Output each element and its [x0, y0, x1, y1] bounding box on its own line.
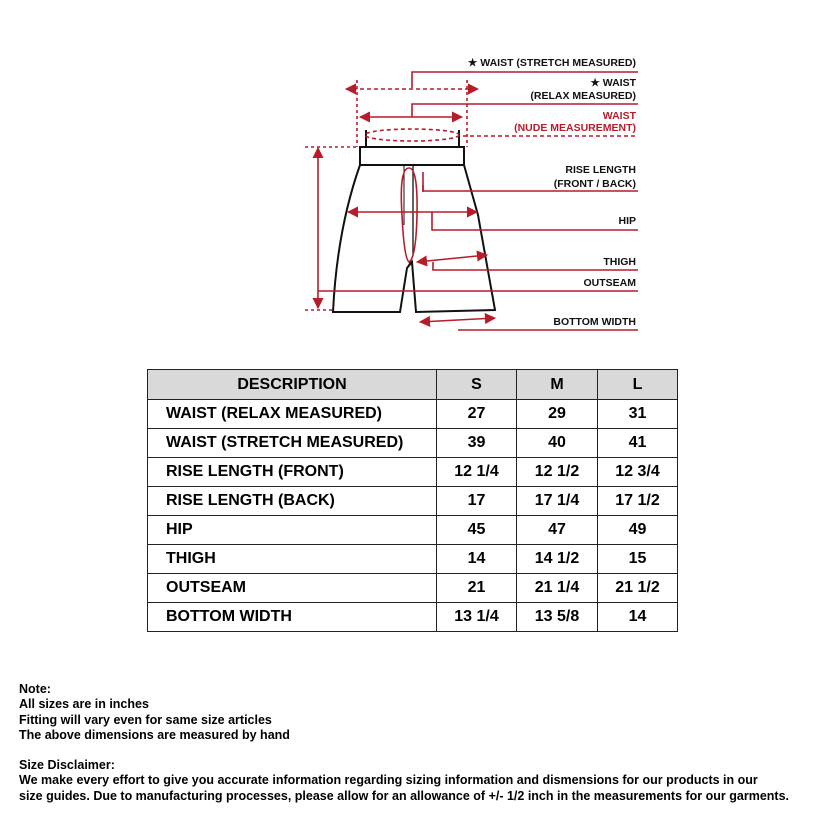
cell-m: 12 1/2: [517, 458, 598, 487]
label-waist-relax-1: ★ WAIST: [590, 77, 636, 89]
table-row: [148, 487, 678, 516]
disclaimer-line: We make every effort to give you accurate information regarding sizing information and dismensions for our products in our: [19, 773, 758, 788]
shorts-measurement-diagram: [0, 0, 825, 360]
label-rise-2: (FRONT / BACK): [553, 178, 636, 190]
cell-m: 47: [517, 516, 598, 545]
table-header-row: [148, 370, 678, 400]
cell-l: 49: [598, 516, 678, 545]
cell-s: 13 1/4: [437, 603, 517, 632]
label-waist-stretch: ★ WAIST (STRETCH MEASURED): [467, 57, 636, 69]
note-line: Fitting will vary even for same size articles: [19, 712, 272, 727]
row-label: THIGH: [148, 545, 437, 574]
diagram-labels: [468, 57, 637, 328]
label-thigh: THIGH: [603, 256, 636, 268]
cell-s: 45: [437, 516, 517, 545]
cell-s: 12 1/4: [437, 458, 517, 487]
table-row: [148, 400, 678, 429]
cell-s: 39: [437, 429, 517, 458]
table-row: [148, 429, 678, 458]
cell-s: 21: [437, 574, 517, 603]
label-waist-relax-2: (RELAX MEASURED): [530, 90, 636, 102]
table-row: [148, 574, 678, 603]
disclaimer-line: size guides. Due to manufacturing processes, please allow for an allowance of +/- 1/2 inch in the measurements for our garments.: [19, 788, 789, 803]
cell-m: 29: [517, 400, 598, 429]
cell-m: 13 5/8: [517, 603, 598, 632]
cell-m: 21 1/4: [517, 574, 598, 603]
label-hip: HIP: [618, 215, 636, 227]
label-outseam: OUTSEAM: [583, 277, 636, 289]
cell-l: 21 1/2: [598, 574, 678, 603]
row-label: OUTSEAM: [148, 574, 437, 603]
notes-spacer: [19, 743, 789, 758]
label-waist-nude-1: WAIST: [602, 110, 636, 122]
row-label: RISE LENGTH (FRONT): [148, 458, 437, 487]
cell-l: 41: [598, 429, 678, 458]
header-description: DESCRIPTION: [148, 370, 437, 400]
bottom-width-arrow: [420, 318, 495, 322]
cell-s: 27: [437, 400, 517, 429]
cell-m: 14 1/2: [517, 545, 598, 574]
header-size-l: L: [598, 370, 678, 400]
cell-l: 17 1/2: [598, 487, 678, 516]
cell-l: 14: [598, 603, 678, 632]
shorts-body: [333, 165, 495, 312]
notes-section: [19, 682, 789, 804]
cell-s: 14: [437, 545, 517, 574]
waistband: [360, 147, 464, 165]
note-line: The above dimensions are measured by hand: [19, 727, 290, 742]
note-line: All sizes are in inches: [19, 697, 149, 712]
row-label: WAIST (RELAX MEASURED): [148, 400, 437, 429]
cell-s: 17: [437, 487, 517, 516]
row-label: RISE LENGTH (BACK): [148, 487, 437, 516]
header-size-m: M: [517, 370, 598, 400]
table-row: [148, 458, 678, 487]
label-rise-1: RISE LENGTH: [565, 164, 636, 176]
waist-nude-ellipse: [365, 129, 459, 141]
note-title: Note:: [19, 682, 51, 696]
label-bottom-width: BOTTOM WIDTH: [553, 316, 636, 328]
size-chart-table: [147, 369, 678, 632]
cell-l: 12 3/4: [598, 458, 678, 487]
header-size-s: S: [437, 370, 517, 400]
cell-l: 15: [598, 545, 678, 574]
table-row: [148, 545, 678, 574]
row-label: HIP: [148, 516, 437, 545]
row-label: BOTTOM WIDTH: [148, 603, 437, 632]
table-row: [148, 516, 678, 545]
table-row: [148, 603, 678, 632]
cell-m: 40: [517, 429, 598, 458]
cell-m: 17 1/4: [517, 487, 598, 516]
shorts-outline: [333, 130, 495, 312]
row-label: WAIST (STRETCH MEASURED): [148, 429, 437, 458]
cell-l: 31: [598, 400, 678, 429]
disclaimer-title: Size Disclaimer:: [19, 758, 115, 773]
label-waist-nude-2: (NUDE MEASUREMENT): [514, 122, 636, 134]
